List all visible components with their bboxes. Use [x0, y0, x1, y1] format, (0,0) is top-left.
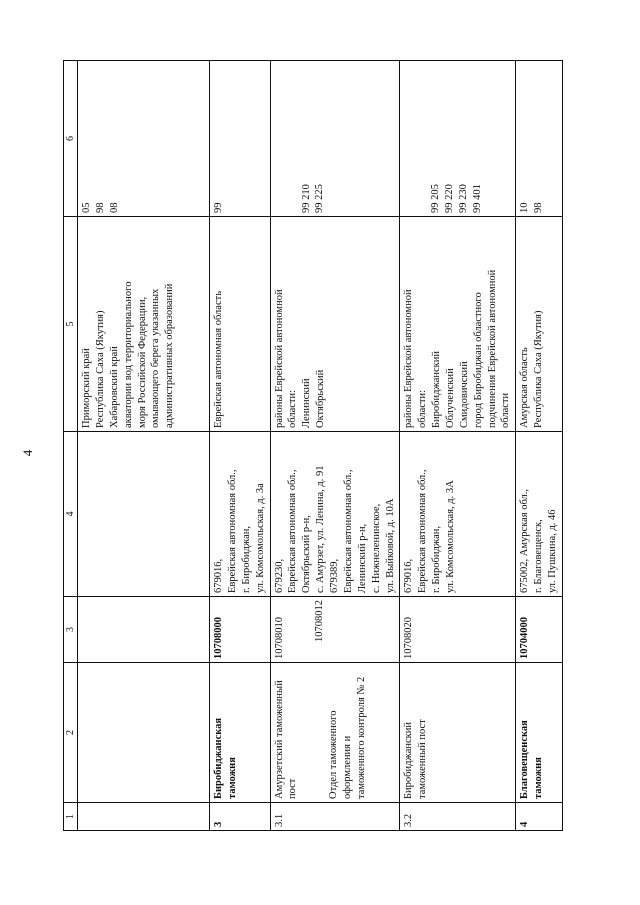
region-line: Смидовичский — [458, 361, 470, 428]
header-cell-3: 3 — [64, 597, 78, 663]
cell-num — [78, 803, 210, 831]
cell-okato — [78, 61, 210, 217]
cell-num: 3.2 — [400, 803, 516, 831]
region-line: Республика Саха (Якутия) — [95, 310, 107, 428]
cell-num: 4 — [516, 803, 563, 831]
region-line: Республика Саха (Якутия) — [533, 310, 545, 428]
customs-code: 10704000 — [519, 617, 531, 659]
region-line: Еврейская автономная область — [213, 291, 225, 428]
region-line: районы Еврейской автономной — [273, 289, 285, 428]
header-cell-6: 6 — [64, 61, 78, 217]
page-number: 4 — [20, 449, 35, 457]
region-line: области — [500, 392, 512, 428]
name-line: Благовещенская — [519, 720, 531, 799]
cell-okato — [516, 61, 563, 217]
customs-code: 10708012 — [314, 600, 326, 642]
address-line: ул. Комсомольская, д. 3А — [444, 480, 456, 593]
name-line: пост — [287, 778, 299, 799]
header-cell-5: 5 — [64, 217, 78, 432]
rotated-table-frame — [63, 61, 640, 831]
address-line: с. Амурзет, ул. Ленина, д. 91 — [315, 465, 327, 593]
cell-regions — [516, 217, 563, 432]
cell-regions — [210, 217, 270, 432]
customs-table — [63, 60, 563, 831]
address-line: 679230, — [273, 558, 285, 593]
table-row-3-2 — [400, 61, 516, 831]
cell-regions — [400, 217, 516, 432]
okato-code: 99 225 — [314, 184, 326, 213]
region-line: районы Еврейской автономной — [403, 289, 415, 428]
cell-okato — [210, 61, 270, 217]
region-line: город Биробиджан областного — [472, 292, 484, 428]
name-line: таможенного контроля № 2 — [356, 676, 368, 799]
cell-code — [516, 597, 563, 663]
address-line: Октябрьский р-н, — [301, 515, 313, 593]
address-line: ул. Комсомольская, д. 3а — [254, 483, 266, 593]
cell-code — [78, 597, 210, 663]
address-line: 679016, — [403, 558, 415, 593]
name-line: таможня — [533, 757, 545, 799]
cell-num: 3.1 — [270, 803, 400, 831]
region-line: Амурская область — [519, 347, 531, 428]
address-line: г. Биробиджан, — [431, 526, 443, 593]
table-row-4 — [516, 61, 563, 831]
region-line: омывающего берега указанных — [150, 288, 162, 428]
cell-regions — [270, 217, 400, 432]
customs-code: 10708000 — [213, 617, 225, 659]
cell-okato — [400, 61, 516, 217]
okato-code: 99 — [213, 202, 225, 213]
region-line: моря Российской Федерации, — [136, 296, 148, 428]
address-line: с. Нижнеленинское, — [370, 503, 382, 593]
name-line: Биробиджанский — [403, 722, 415, 799]
name-line: Отдел таможенного — [328, 710, 340, 799]
name-line: таможенный пост — [417, 719, 429, 799]
okato-code: 98 — [95, 202, 107, 213]
customs-code: 10708010 — [273, 617, 285, 659]
region-line: подчинения Еврейской автономной — [486, 269, 498, 428]
cell-name — [516, 663, 563, 803]
name-line: оформления и — [342, 735, 354, 799]
region-line: области: — [287, 389, 299, 428]
header-cell-2: 2 — [64, 663, 78, 803]
cell-num: 3 — [210, 803, 270, 831]
header-cell-1: 1 — [64, 803, 78, 831]
address-line: 679389, — [329, 558, 341, 593]
name-line: таможня — [227, 757, 239, 799]
cell-address — [400, 432, 516, 597]
header-cell-4: 4 — [64, 432, 78, 597]
cell-name — [210, 663, 270, 803]
table-row-3 — [210, 61, 270, 831]
okato-code: 99 220 — [444, 184, 456, 213]
cell-regions — [78, 217, 210, 432]
region-line: Облученский — [444, 368, 456, 428]
address-line: Еврейская автономная обл., — [417, 469, 429, 593]
address-line: г. Биробиджан, — [240, 526, 252, 593]
okato-code: 99 401 — [471, 184, 483, 213]
region-line: административных образований — [164, 283, 176, 428]
address-line: ул. Выйковой, д. 10А — [384, 498, 396, 593]
okato-code: 08 — [108, 202, 120, 213]
cell-okato — [270, 61, 400, 217]
okato-code: 10 — [519, 202, 531, 213]
okato-code: 99 205 — [430, 184, 442, 213]
cell-address — [210, 432, 270, 597]
okato-code: 99 210 — [300, 184, 312, 213]
region-line: Биробиджанский — [431, 351, 443, 428]
rotated-content — [63, 61, 640, 831]
region-line: Ленинский — [301, 378, 313, 428]
region-line: акватории вод территориального — [122, 281, 134, 428]
cell-code — [210, 597, 270, 663]
cell-address — [270, 432, 400, 597]
address-line: ул. Пушкина, д. 46 — [546, 509, 558, 593]
cell-name — [78, 663, 210, 803]
address-line: Еврейская автономная обл., — [227, 469, 239, 593]
table-row-3-1 — [270, 61, 400, 831]
address-line: Еврейская автономная обл., — [287, 469, 299, 593]
region-line: Хабаровский край — [108, 346, 120, 428]
customs-code: 10708020 — [403, 617, 415, 659]
okato-code: 98 — [533, 202, 545, 213]
cell-code — [400, 597, 516, 663]
region-line: Октябрьский — [315, 369, 327, 428]
cell-name — [400, 663, 516, 803]
address-line: г. Благовещенск, — [533, 519, 545, 593]
header-row — [64, 61, 78, 831]
region-line: Приморский край — [81, 348, 93, 428]
okato-code: 05 — [81, 202, 93, 213]
address-line: 675002, Амурская обл., — [519, 488, 531, 593]
table-row-continuation — [78, 61, 210, 831]
address-line: Еврейская автономная обл., — [342, 469, 354, 593]
okato-code: 99 230 — [458, 184, 470, 213]
address-line: 679016, — [213, 558, 225, 593]
cell-address — [516, 432, 563, 597]
cell-code — [270, 597, 400, 663]
name-line: Биробиджанская — [213, 717, 225, 799]
cell-address — [78, 432, 210, 597]
cell-name — [270, 663, 400, 803]
address-line: Ленинский р-н, — [356, 523, 368, 593]
name-line: Амурзетский таможенный — [273, 680, 285, 799]
region-line: области: — [417, 389, 429, 428]
